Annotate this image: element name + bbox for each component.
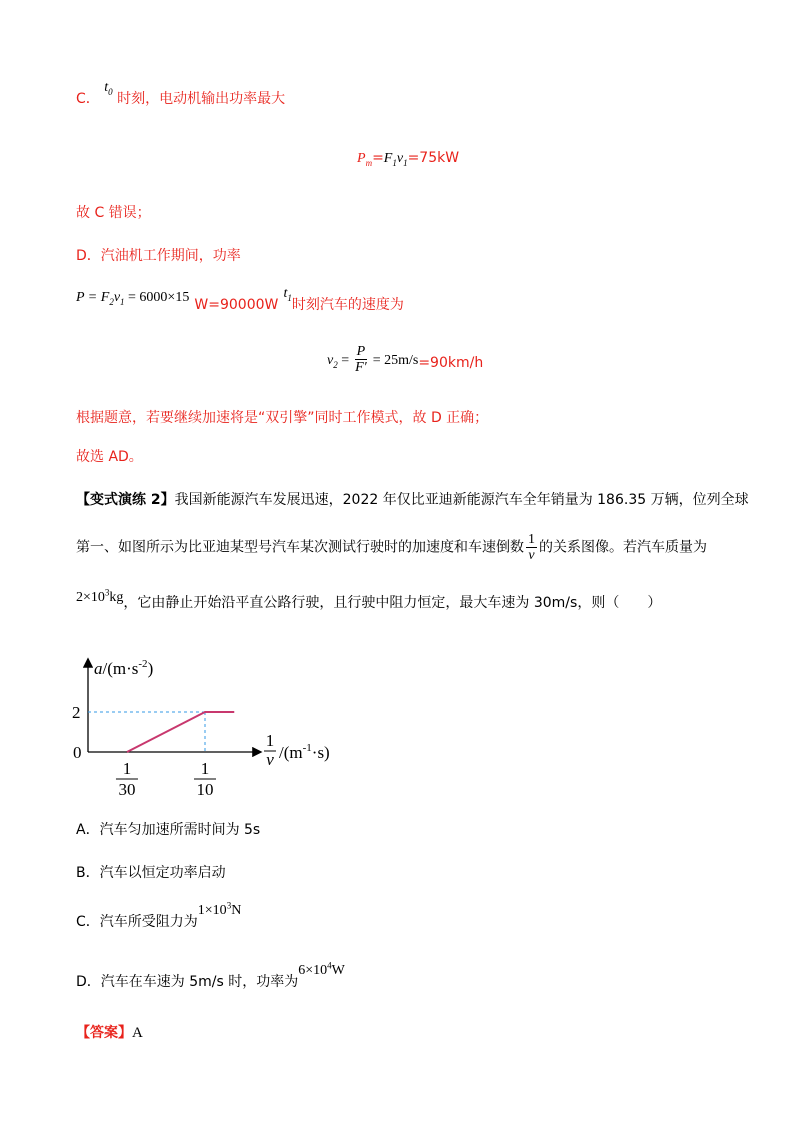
x-tick-den-1: 10 [196,780,214,795]
t0-symbol: $t_0$ [104,80,113,97]
option-d-text: 汽车在车速为 5m/s 时，功率为 [100,974,299,990]
option-c-label: C． [76,91,100,107]
series-line [127,712,234,752]
x-tick-den-0: 30 [118,780,136,795]
v2-fraction: $\frac{P}{F'}$ [355,344,367,375]
option-d-label: D． [76,974,101,990]
pm-formula: $P_m=F_1v_1=75kW$ [357,150,460,168]
option-d[interactable] [76,960,345,991]
question-line-1: 【变式演练 2】我国新能源汽车发展迅速，2022 年仅比亚迪新能源汽车全年销量为 186.35 万辆，位列全球 [76,492,749,508]
x-tick-num-1: 1 [200,759,210,778]
option-c-value: $1\times 10^3N$ [197,900,242,918]
y-tick-label-2: 2 [72,703,81,722]
option-c-choice-text: 汽车所受阻力为 [99,914,198,930]
question-line-3: $2\times 10^3kg$，它由静止开始沿平直公路行驶，且行驶中阻力恒定，最大车速为 30m/s，则（ ） [76,587,662,611]
option-d-value: $6\times 10^4W$ [298,960,345,978]
option-a-text: 汽车匀加速所需时间为 5s [99,822,261,838]
acceleration-chart [70,650,370,795]
inverse-v-fraction: $\frac{1}{v}$ [528,532,535,563]
option-a-label: A． [76,822,100,838]
question-line-2: 第一、如图所示为比亚迪某型号汽车某次测试行驶时的加速度和车速倒数 $\frac{1}{v}$ 的关系图像。若汽车质量为 [76,532,707,563]
option-b[interactable] [76,862,226,882]
v2-formula: $v_2$ = $\frac{P}{F'}$ = 25m/s=90km/h [327,344,484,375]
answer-tag: 【答案】 [76,1025,132,1041]
conclusion-text: 根据题意，若要继续加速将是“双引擎”同时工作模式，故 D 正确； [76,410,489,426]
choose-text: 故选 AD。 [76,449,143,465]
origin-label: 0 [73,743,82,762]
d-power-label: D．汽油机工作期间，功率 [76,248,241,264]
option-c-line [76,80,286,109]
x-label-den: v [266,750,274,769]
c-wrong-text: 故 C 错误； [76,205,151,221]
option-b-label: B． [76,865,100,881]
option-a[interactable] [76,819,260,839]
option-c[interactable] [76,900,242,931]
x-label-num: 1 [265,731,275,750]
x-tick-num-0: 1 [122,759,132,778]
option-c-choice-label: C． [76,914,100,930]
option-c-text: 时刻，电动机输出功率最大 [117,91,286,107]
question-tag: 【变式演练 2】 [76,492,175,508]
x-axis-unit: $/(m^{-1}\cdot s)$ [279,742,330,762]
answer-value: A [132,1025,143,1041]
answer-line [76,1022,143,1042]
y-axis-label: $a/(m\cdot s^{-2})$ [94,658,154,678]
power-formula-line: $P = F_2v_1 = 6000\times 15$ W=90000W $t_1$时刻汽车的速度为 [76,286,404,313]
option-b-text: 汽车以恒定功率启动 [99,865,226,881]
